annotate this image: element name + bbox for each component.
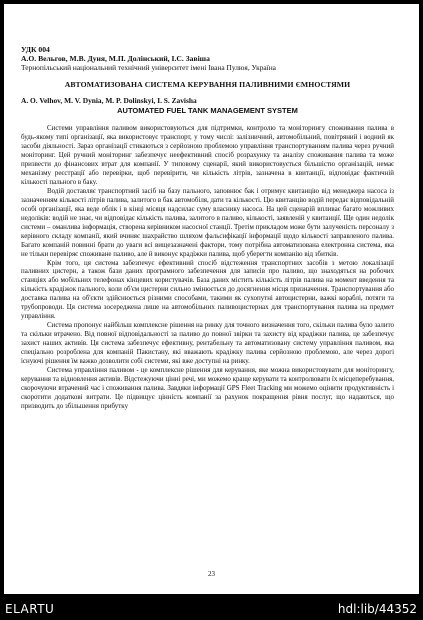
page-number: 23 [208,570,215,578]
title-ua: АВТОМАТИЗОВАНА СИСТЕМА КЕРУВАННЯ ПАЛИВНИМИ ЄМНОСТЯМИ [64,79,351,89]
handle-label: hdl:lib/44352 [337,602,417,616]
paragraph-5: Система управління паливом - це комплексне рішення для керування, яке можна використовувати для моніторингу, керування та відновлення активів. Відстежуючи цінні речі, ми можемо краще керувати та контролювати їх місцеперебування, скорочуючи втрачений час і споживання палива. Завдяки інформації GPS Fleet Tracking ми можемо оцінити продуктивність і скоротити додаткові витрати. Це підвищує цінність компанії за рахунок покращення рівня послуг, що надаються, що призводить до збільшення прибутку [21,365,394,410]
paragraph-2: Водій доставляє транспортний засіб на базу пального, заповнює бак і отримує квитанцію від менеджера насоса із зазначенням кількості літрів палива, залитого в бак автомобіля, дати та кількості. Цю квитанцію водій передає відповідальній особі організації, яка веде облік і в кінці місяця надсилає суму власнику насоса. На цей сценарій впливає багато можливих недоліків: водій не знає, чи відповідає кількість палива, залитого в паливо, кількості, заявленій у квитанції. Ще один недолік системи – оманлива інформація, створена керівником насосної станції. Третім прикладом може бути залученість персоналу з керівного складу компанії, який вчиняє шахрайство шляхом фальсифікації інформації щодо кількості заправленого палива. Багато компаній повинні брати до уваги всі вищезазначені фактори, тому потрібна автоматизована електронна система, яка не тільки перевіряє споживане паливо, але й виконує крадіжки палива, щоб уберегти компанію від збитків. [21,186,394,258]
page-content [21,45,394,411]
affiliation: Тернопільський національний технічний університет імені Івана Пулюя, Україна [21,63,276,73]
authors-en: A. O. Velhov, M. V. Dynia, M. P. Dolinskyi, I. S. Zavisha [21,96,197,106]
authors-ua: А.О. Вельгов, М.В. Дуня, М.П. Долінський, І.С. Завіша [21,54,210,64]
paragraph-1: Системи управління паливом використовуються для підтримки, контролю та моніторингу споживання палива в будь-якому типі організації, яка використовує транспорт, у тому числі: залізничний, автомобільний, повітряний і водний як засоби діяльності. Зараз організації стикаються з серйозною проблемою управління транспортуванням палива через ручний моніторинг. Цей ручний моніторинг забезпечує неефективний спосіб розрахунку та аналізу споживання палива та може призвести до фінансових втрат для компанії. У типовому сценарії, який використовується більшістю організацій, немає механізму реєстрації або перевірки, щоб перевірити, чи кількість літрів, зазначена в квитанції, відповідає фактичній кількості пального в баку. [21,124,394,186]
udk-code: УДК 004 [21,45,50,54]
document-page [4,4,419,594]
repository-label: ELARTU [5,602,55,616]
paragraph-3: Крім того, ця система забезпечує ефективний спосіб відстеження транспортних засобів з метою локалізації паливних цистерн, а також бази даних програмного забезпечення для записів про паливо, що знаходяться на робочих станціях або мобільних телефонах кінцевих користувачів. База даних містить кількість літрів палива на момент введення та кількість крадіжок пального, коли об'єм цистерни сильно змінюється до досягнення місця призначення. Транспортування або доставка палива на об'єкти здійснюється різними способами, такими як сухопутні автоцистерни, важкі кораблі, потяги та трубопроводи. Ця система зосереджена лише на автомобільних паливоцистернах для транспортування палива на предмет управління. [21,258,394,321]
paragraph-4: Система пропонує найбільш комплексне рішення на ринку для точного визначення того, скільки палива було залито та скільки втрачено. Від повної відповідальності за паливо до повної звірки та захисту від крадіжки палива, це забезпечує захист наших активів. Ця система забезпечує ефективну, рентабельну та автоматизовану систему управління паливом, яка спеціально розроблена для компаній Пакистану, які вважають крадіжку палива серйозною проблемою, але через дорогі існуючі рішення їм важко дозволити собі системи, які вже доступні на ринку. [21,321,394,365]
title-en: AUTOMATED FUEL TANK MANAGEMENT SYSTEM [117,106,298,116]
footer-bar [0,594,423,620]
